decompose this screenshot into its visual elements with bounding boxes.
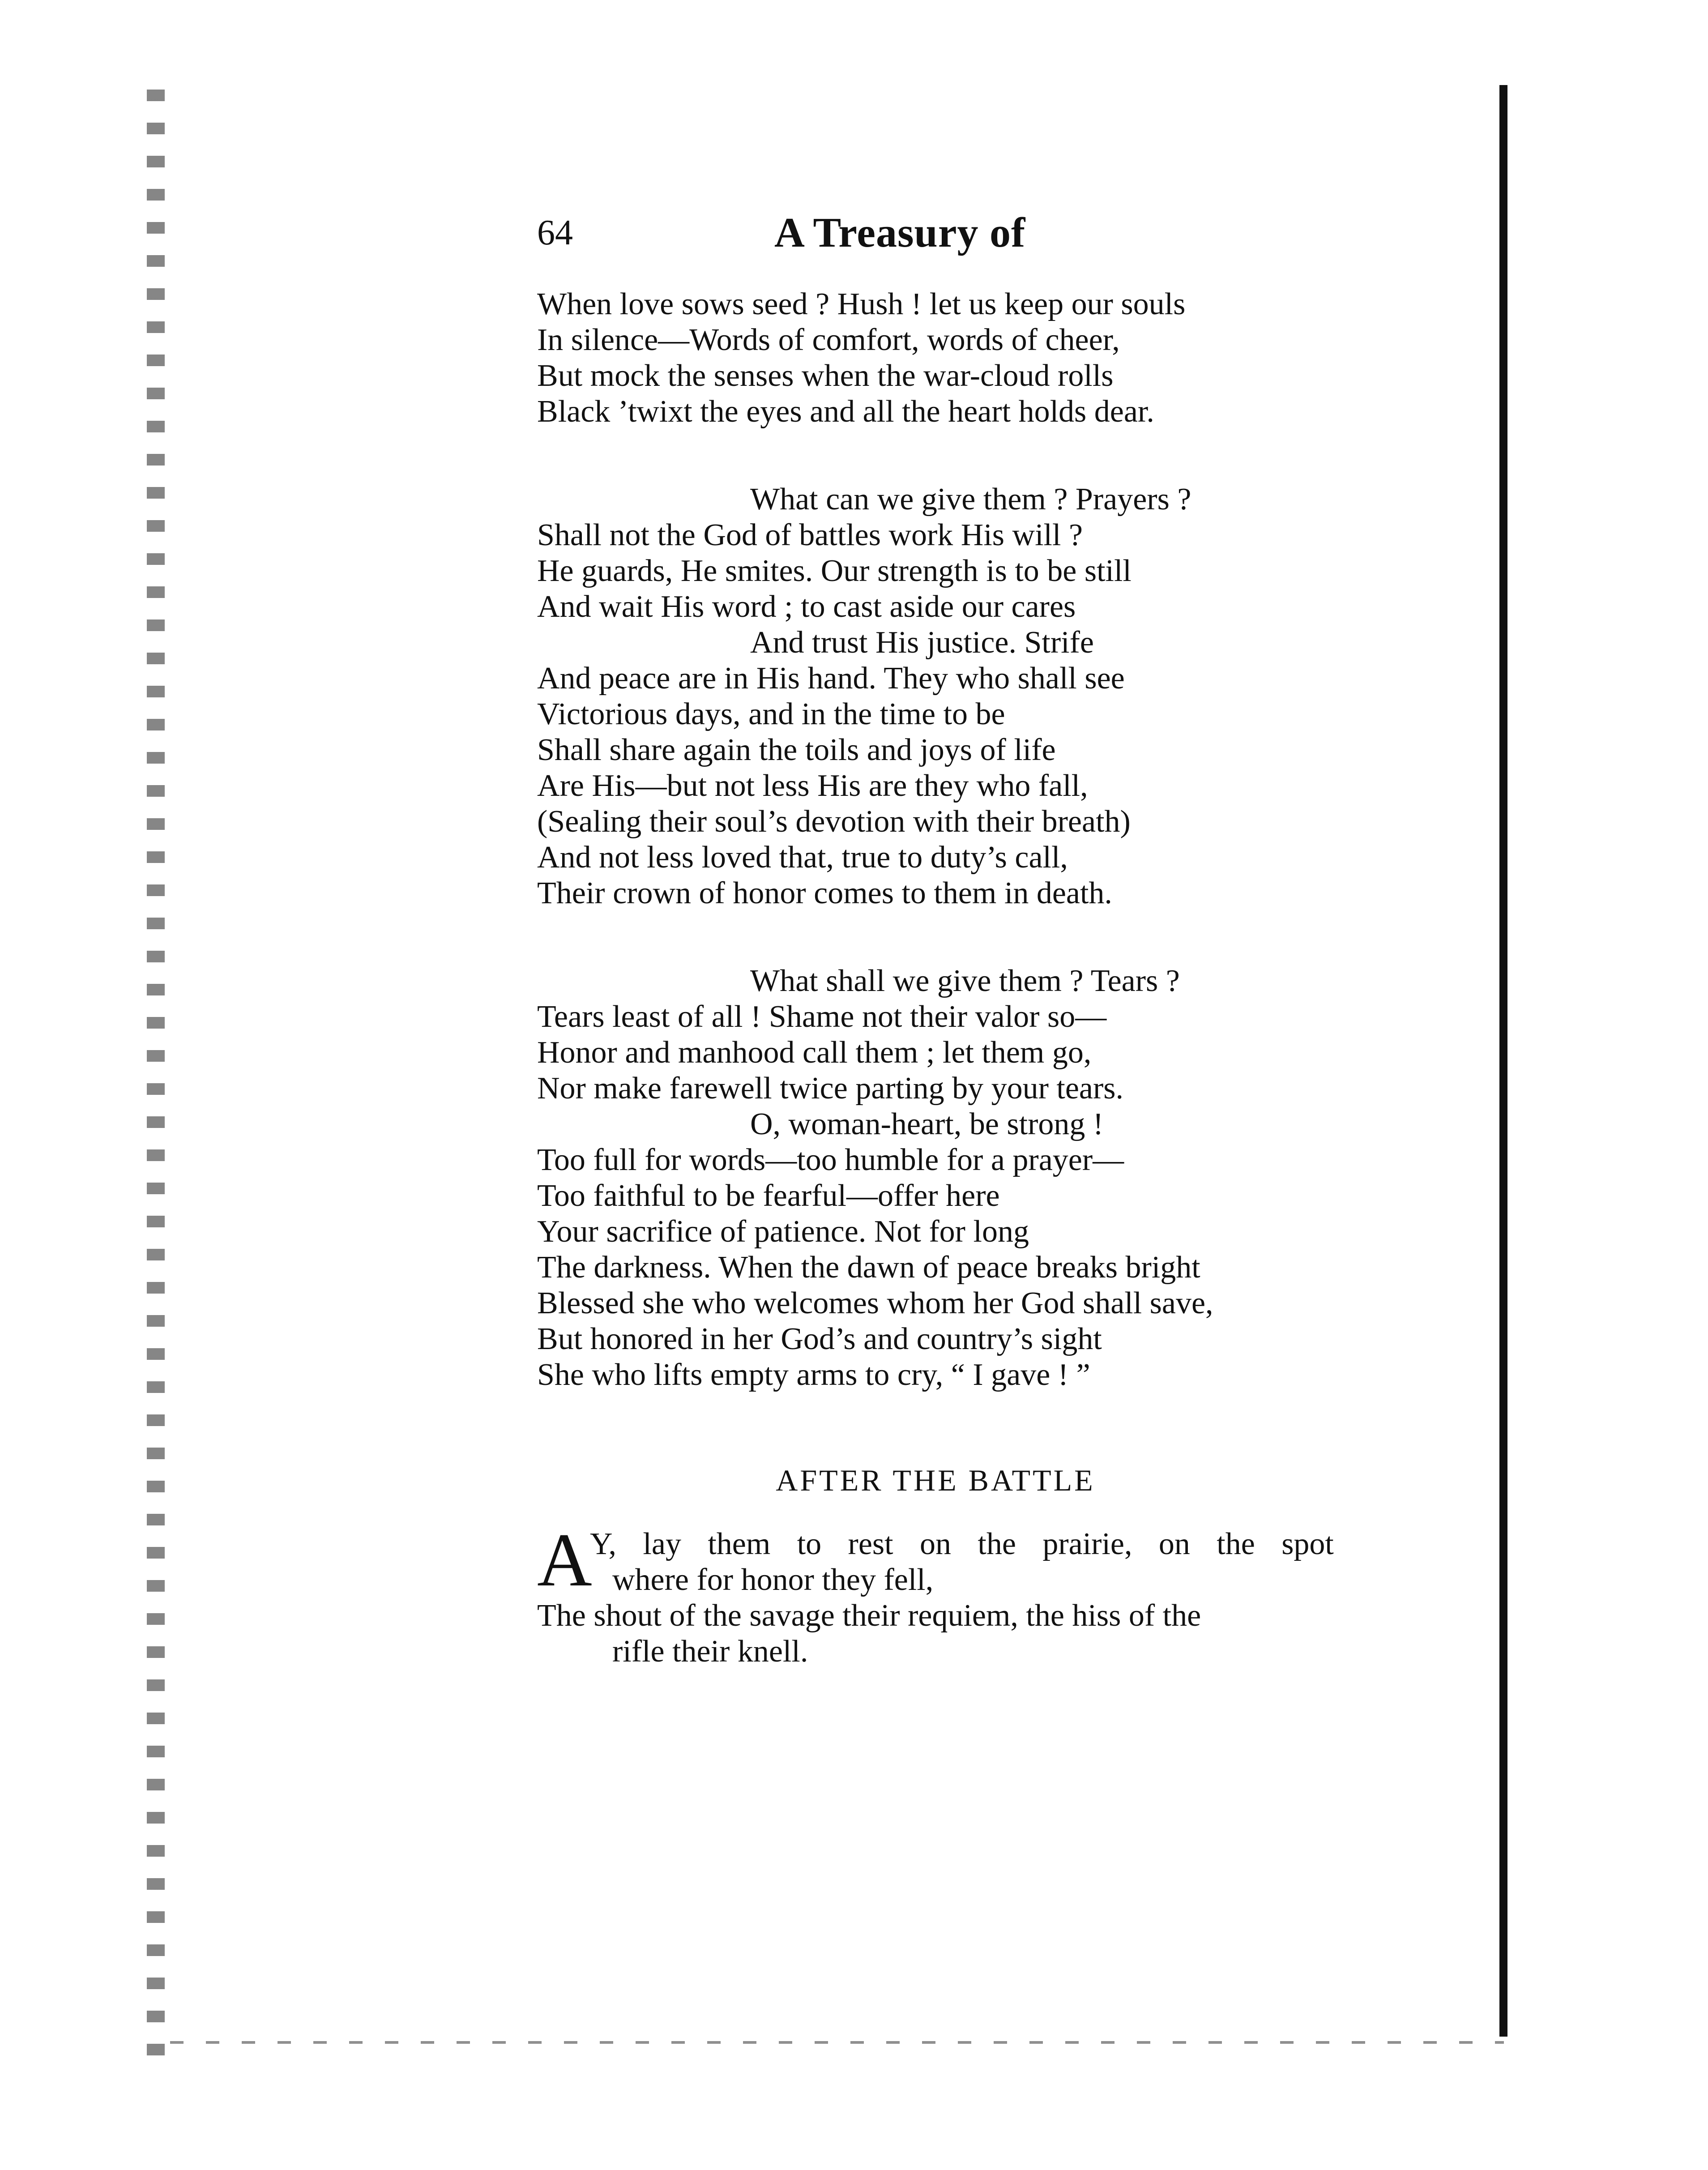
word: rest: [848, 1527, 893, 1561]
stanza-4: [537, 1518, 1365, 1670]
verse-line: And wait His word ; to cast aside our cares: [537, 589, 1076, 624]
scan-edge-left: [147, 90, 165, 2059]
stanza-2: [537, 482, 1365, 911]
verse-line: Nor make farewell twice parting by your tears.: [537, 1071, 1124, 1106]
verse-line: He guards, He smites. Our strength is to be still: [537, 554, 1132, 588]
word: Y,: [590, 1527, 617, 1561]
verse-line: And trust His justice. Strife: [750, 625, 1094, 660]
word: prairie,: [1042, 1527, 1132, 1561]
verse-line: Their crown of honor comes to them in death.: [537, 876, 1112, 910]
scan-edge-bottom: [170, 2041, 1504, 2044]
word: on: [920, 1527, 952, 1561]
verse-line: where for honor they fell,: [612, 1563, 934, 1597]
section-title: AFTER THE BATTLE: [776, 1463, 1095, 1497]
word: them: [708, 1527, 771, 1561]
verse-line: Shall not the God of battles work His will ?: [537, 518, 1083, 552]
verse-line: O, woman-heart, be strong !: [750, 1107, 1104, 1141]
scan-edge-right: [1499, 85, 1507, 2037]
verse-line-first: [537, 1526, 1334, 1562]
page-header: [537, 201, 1101, 264]
verse-line: The darkness. When the dawn of peace breaks bright: [537, 1250, 1200, 1285]
verse-line: Honor and manhood call them ; let them go,: [537, 1035, 1092, 1070]
verse-line: Blessed she who welcomes whom her God shall save,: [537, 1286, 1213, 1320]
verse-line: In silence—Words of comfort, words of cheer,: [537, 323, 1120, 357]
verse-line: When love sows seed ? Hush ! let us keep our souls: [537, 287, 1186, 321]
verse-line: Black ’twixt the eyes and all the heart holds dear.: [537, 394, 1154, 429]
page-number: 64: [537, 213, 573, 252]
verse-line: Victorious days, and in the time to be: [537, 697, 1005, 731]
word: on: [1158, 1527, 1190, 1561]
verse-line: (Sealing their soul’s devotion with their breath): [537, 804, 1131, 839]
verse-line: Too faithful to be fearful—offer here: [537, 1179, 1000, 1213]
verse-line: But honored in her God’s and country’s sight: [537, 1322, 1102, 1356]
verse-line: And peace are in His hand. They who shall see: [537, 661, 1125, 696]
verse-line: And not less loved that, true to duty’s call,: [537, 840, 1068, 875]
verse-line: But mock the senses when the war-cloud rolls: [537, 359, 1114, 393]
verse-line: Shall share again the toils and joys of life: [537, 733, 1056, 767]
verse-line: She who lifts empty arms to cry, “ I gave ! ”: [537, 1358, 1090, 1392]
verse-line: What shall we give them ? Tears ?: [750, 964, 1180, 998]
verse-line: The shout of the savage their requiem, the hiss of the: [537, 1598, 1201, 1633]
verse-line: Tears least of all ! Shame not their valor so—: [537, 1000, 1107, 1034]
drop-cap: A: [537, 1518, 592, 1602]
verse-line: What can we give them ? Prayers ?: [750, 482, 1191, 517]
word: the: [1217, 1527, 1255, 1561]
verse-line: Are His—but not less His are they who fall,: [537, 769, 1088, 803]
word: to: [797, 1527, 822, 1561]
verse-line: Too full for words—too humble for a prayer—: [537, 1143, 1124, 1177]
word: spot: [1281, 1527, 1334, 1561]
verse-line: rifle their knell.: [612, 1634, 808, 1669]
verse-line: Your sacrifice of patience. Not for long: [537, 1214, 1029, 1249]
stanza-3: [537, 963, 1365, 1393]
running-title: A Treasury of: [774, 209, 1026, 256]
word: the: [978, 1527, 1016, 1561]
word: lay: [643, 1527, 681, 1561]
stanza-1: [537, 286, 1365, 430]
